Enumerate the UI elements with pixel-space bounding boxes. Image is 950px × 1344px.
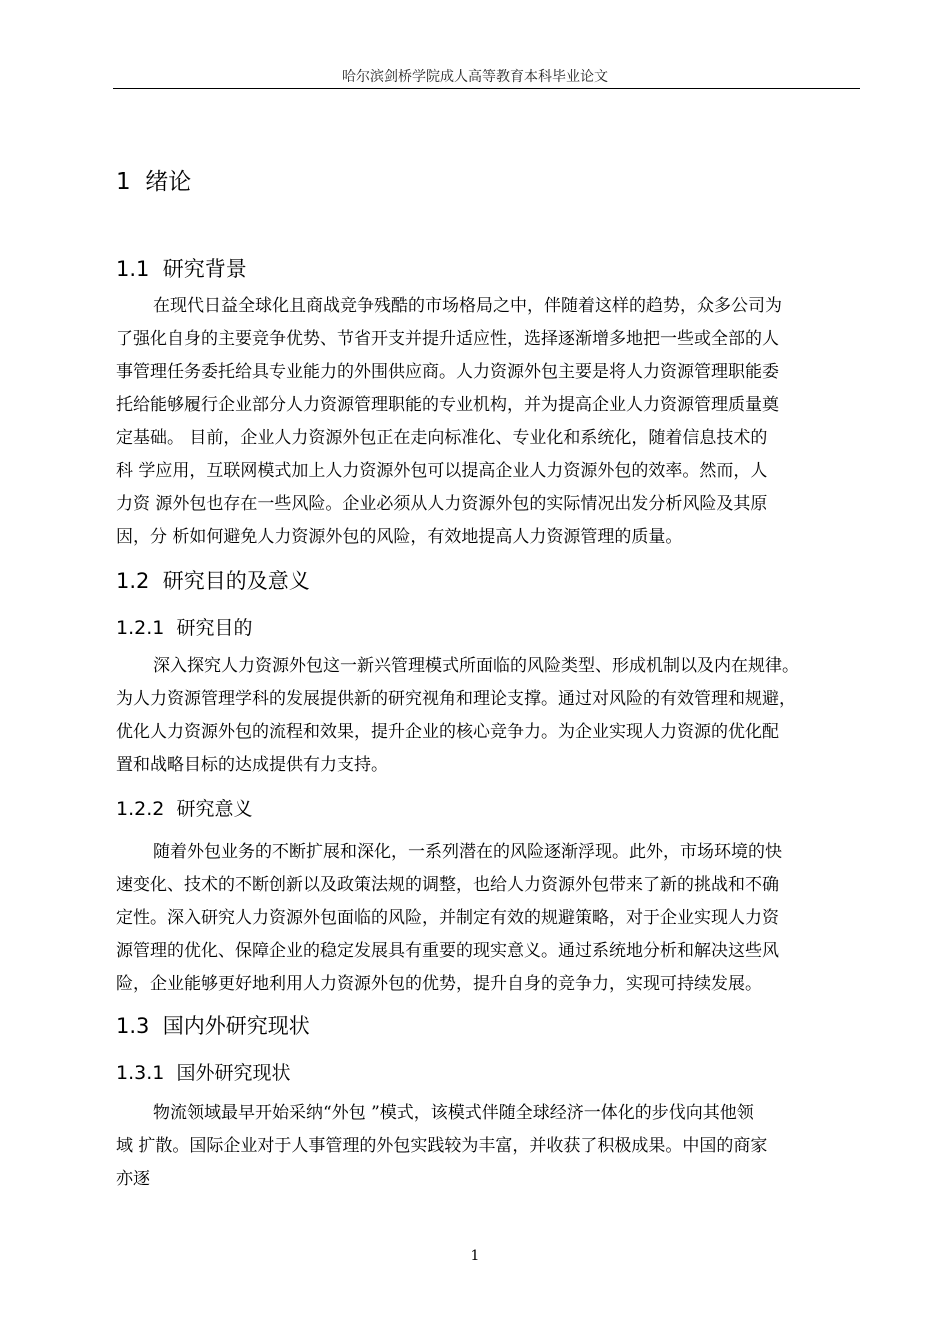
text-line: 亦逐 bbox=[116, 1169, 150, 1189]
section-title: 研究背景 bbox=[162, 257, 247, 281]
subsection-number: 1.2.1 bbox=[116, 617, 165, 639]
chapter-title: 绪论 bbox=[145, 169, 192, 195]
section-title: 研究目的及意义 bbox=[162, 569, 310, 593]
text-line: 优化人力资源外包的流程和效果，提升企业的核心竞争力。为企业实现人力资源的优化配 bbox=[116, 722, 779, 742]
section-number: 1.1 bbox=[116, 257, 150, 281]
running-header: 哈尔滨剑桥学院成人高等教育本科毕业论文 bbox=[342, 69, 608, 85]
subsection-title: 研究目的 bbox=[176, 617, 253, 639]
text-line: 为人力资源管理学科的发展提供新的研究视角和理论支撑。通过对风险的有效管理和规避， bbox=[116, 689, 796, 709]
subsection-title: 研究意义 bbox=[176, 798, 253, 820]
text-line: 事管理任务委托给具专业能力的外围供应商。人力资源外包主要是将人力资源管理职能委 bbox=[116, 362, 779, 382]
text-line: 定基础。 目前，企业人力资源外包正在走向标准化、专业化和系统化，随着信息技术的 bbox=[116, 428, 768, 448]
text-line: 随着外包业务的不断扩展和深化，一系列潜在的风险逐渐浮现。此外，市场环境的快 bbox=[153, 842, 782, 862]
paragraph-research-significance bbox=[116, 836, 856, 1001]
subsection-heading-1-2-1 bbox=[116, 613, 252, 640]
paragraph-foreign-research bbox=[116, 1097, 856, 1196]
section-heading-1-2 bbox=[116, 565, 310, 595]
paragraph-research-purpose bbox=[116, 650, 856, 782]
text-line: 域 扩散。国际企业对于人事管理的外包实践较为丰富，并收获了积极成果。中国的商家 bbox=[116, 1136, 768, 1156]
chapter-heading bbox=[116, 163, 191, 196]
section-number: 1.3 bbox=[116, 1014, 150, 1038]
text-line: 托给能够履行企业部分人力资源管理职能的专业机构，并为提高企业人力资源管理质量奠 bbox=[116, 395, 779, 415]
section-number: 1.2 bbox=[116, 569, 150, 593]
subsection-title: 国外研究现状 bbox=[176, 1062, 291, 1084]
text-line: 置和战略目标的达成提供有力支持。 bbox=[116, 755, 388, 775]
paragraph-research-background bbox=[116, 290, 856, 554]
subsection-heading-1-3-1 bbox=[116, 1058, 290, 1085]
text-line: 因，分 析如何避免人力资源外包的风险，有效地提高人力资源管理的质量。 bbox=[116, 527, 683, 547]
subsection-heading-1-2-2 bbox=[116, 794, 252, 821]
text-line: 了强化自身的主要竞争优势、节省开支并提升适应性，选择逐渐增多地把一些或全部的人 bbox=[116, 329, 779, 349]
text-line: 定性。深入研究人力资源外包面临的风险，并制定有效的规避策略，对于企业实现人力资 bbox=[116, 908, 779, 928]
subsection-number: 1.2.2 bbox=[116, 798, 165, 820]
text-line: 深入探究人力资源外包这一新兴管理模式所面临的风险类型、形成机制以及内在规律。 bbox=[153, 656, 799, 676]
text-line: 力资 源外包也存在一些风险。企业必须从人力资源外包的实际情况出发分析风险及其原 bbox=[116, 494, 768, 514]
subsection-number: 1.3.1 bbox=[116, 1062, 165, 1084]
chapter-number: 1 bbox=[116, 169, 131, 195]
section-heading-1-3 bbox=[116, 1010, 310, 1040]
text-line: 在现代日益全球化且商战竞争残酷的市场格局之中，伴随着这样的趋势，众多公司为 bbox=[153, 296, 782, 316]
text-line: 源管理的优化、保障企业的稳定发展具有重要的现实意义。通过系统地分析和解决这些风 bbox=[116, 941, 779, 961]
header-divider bbox=[113, 88, 860, 89]
text-line: 险，企业能够更好地利用人力资源外包的优势，提升自身的竞争力，实现可持续发展。 bbox=[116, 974, 762, 994]
section-heading-1-1 bbox=[116, 253, 247, 283]
page-number: 1 bbox=[470, 1248, 480, 1264]
text-line: 速变化、技术的不断创新以及政策法规的调整，也给人力资源外包带来了新的挑战和不确 bbox=[116, 875, 779, 895]
section-title: 国内外研究现状 bbox=[162, 1014, 310, 1038]
text-line: 物流领域最早开始采纳“外包 ”模式，该模式伴随全球经济一体化的步伐向其他领 bbox=[153, 1103, 754, 1123]
text-line: 科 学应用，互联网模式加上人力资源外包可以提高企业人力资源外包的效率。然而，人 bbox=[116, 461, 768, 481]
